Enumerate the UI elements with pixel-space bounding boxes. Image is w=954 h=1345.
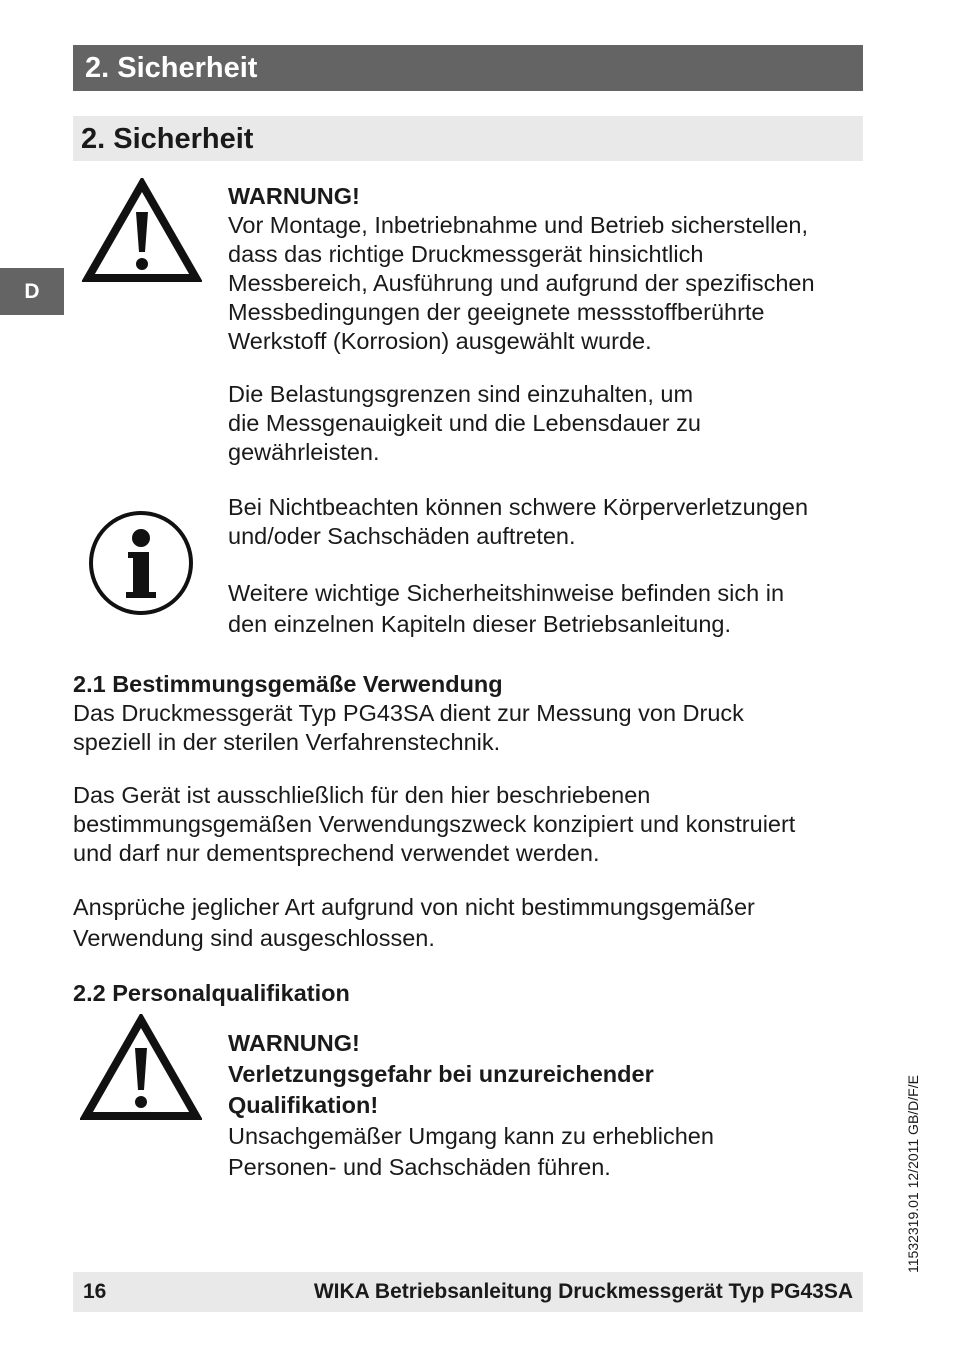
text-line: Qualifikation! [228, 1092, 379, 1118]
text-line: Bei Nichtbeachten können schwere Körperverletzungen [228, 494, 809, 520]
text-line: dass das richtige Druckmessgerät hinsichtlich [228, 241, 704, 267]
subsection-heading: 2.1 Bestimmungsgemäße Verwendung [73, 671, 503, 697]
section-header-title: 2. Sicherheit [81, 123, 254, 155]
text-line: Messbereich, Ausführung und aufgrund der spezifischen [228, 270, 815, 296]
document-reference: 11532319.01 12/2011 GB/D/F/E [905, 1075, 921, 1273]
chapter-header [73, 45, 863, 91]
footer-title: WIKA Betriebsanleitung Druckmessgerät Typ PG43SA [313, 1280, 853, 1303]
warning-heading: WARNUNG! [228, 183, 360, 209]
section-2-2-heading [73, 979, 350, 1008]
text-line: Verwendung sind ausgeschlossen. [73, 925, 435, 951]
text-line: Die Belastungsgrenzen sind einzuhalten, um [228, 381, 694, 407]
subsection-heading: 2.2 Personalqualifikation [73, 980, 350, 1006]
text-line: Weitere wichtige Sicherheitshinweise befinden sich in [228, 580, 785, 606]
info-circle-icon [86, 508, 196, 618]
text-line: Das Gerät ist ausschließlich für den hier beschriebenen [73, 782, 651, 808]
warning-block-2 [228, 1028, 714, 1183]
text-line: Werkstoff (Korrosion) ausgewählt wurde. [228, 328, 652, 354]
info-block-para2 [228, 578, 784, 640]
text-line: Messbedingungen der geeignete messstoffberührte [228, 299, 765, 325]
warning-triangle-icon [80, 1014, 202, 1122]
text-line: bestimmungsgemäßen Verwendungszweck konzipiert und konstruiert [73, 811, 796, 837]
warning-block-1-para2 [228, 380, 701, 467]
text-line: Verletzungsgefahr bei unzureichender [228, 1061, 654, 1087]
text-line: die Messgenauigkeit und die Lebensdauer zu [228, 410, 701, 436]
page-number: 16 [83, 1280, 107, 1303]
warning-heading: WARNUNG! [228, 1030, 360, 1056]
text-line: und/oder Sachschäden auftreten. [228, 523, 576, 549]
section-2-1-para3 [73, 892, 755, 954]
warning-block-1 [228, 182, 815, 356]
chapter-header-title: 2. Sicherheit [85, 52, 258, 84]
text-line: gewährleisten. [228, 439, 380, 465]
text-line: Unsachgemäßer Umgang kann zu erheblichen [228, 1123, 714, 1149]
text-line: und darf nur dementsprechend verwendet werden. [73, 840, 600, 866]
language-tab [0, 268, 64, 315]
footer [73, 1272, 863, 1312]
text-line: Ansprüche jeglicher Art aufgrund von nicht bestimmungsgemäßer [73, 894, 755, 920]
language-tab-label: D [24, 280, 40, 303]
section-2-1 [73, 670, 744, 757]
warning-triangle-icon [82, 178, 202, 284]
text-line: den einzelnen Kapiteln dieser Betriebsanleitung. [228, 611, 731, 637]
section-header [73, 116, 863, 161]
text-line: Vor Montage, Inbetriebnahme und Betrieb sicherstellen, [228, 212, 809, 238]
text-line: Das Druckmessgerät Typ PG43SA dient zur Messung von Druck [73, 700, 744, 726]
info-block-para1 [228, 493, 808, 551]
text-line: speziell in der sterilen Verfahrenstechnik. [73, 729, 501, 755]
text-line: Personen- und Sachschäden führen. [228, 1154, 611, 1180]
section-2-1-para2 [73, 781, 795, 868]
